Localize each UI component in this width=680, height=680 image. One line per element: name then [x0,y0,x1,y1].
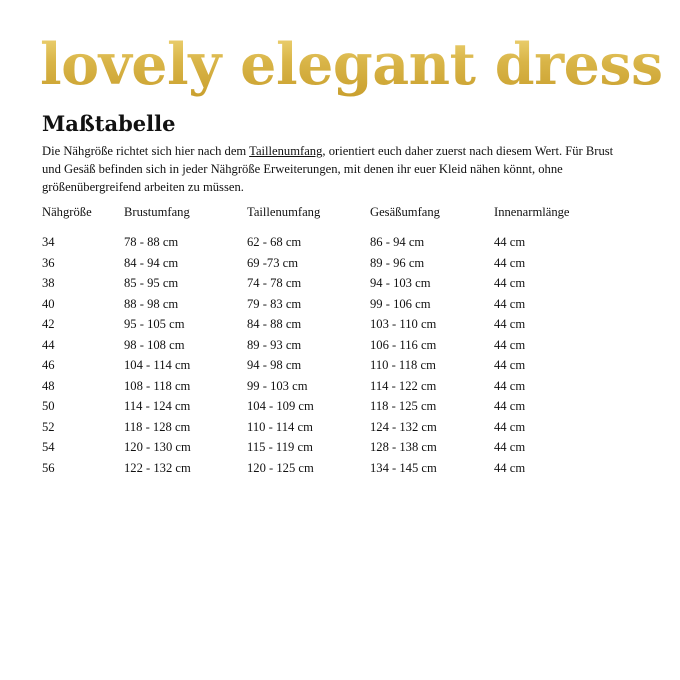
cell-size: 34 [42,235,55,249]
cell-waist: 115 - 119 cm [247,440,313,454]
cell-hip: 94 - 103 cm [370,276,431,290]
cell-hip: 114 - 122 cm [370,378,437,393]
cell-size: 38 [42,276,55,290]
cell-waist: 74 - 78 cm [247,276,302,290]
cell-chest: 88 - 98 cm [124,296,179,311]
cell-hip: 86 - 94 cm [370,235,425,249]
cell-chest: 118 - 128 cm [124,419,191,434]
cell-size: 50 [42,399,55,413]
cell-inner-arm: 44 cm [494,296,526,311]
table-row [42,399,642,420]
cell-inner-arm: 44 cm [494,399,526,413]
cell-hip: 89 - 96 cm [370,255,425,270]
table-row [42,420,642,441]
cell-waist: 120 - 125 cm [247,460,314,475]
table-row [42,276,642,297]
cell-hip: 134 - 145 cm [370,460,437,475]
cell-waist: 94 - 98 cm [247,358,302,372]
cell-hip: 118 - 125 cm [370,399,437,413]
cell-inner-arm: 44 cm [494,276,526,290]
cell-hip: 110 - 118 cm [370,358,436,372]
cell-size: 46 [42,358,55,372]
cell-chest: 95 - 105 cm [124,317,185,331]
cell-chest: 104 - 114 cm [124,358,191,372]
cell-chest: 78 - 88 cm [124,235,179,249]
table-row [42,379,642,400]
cell-waist: 79 - 83 cm [247,296,302,311]
cell-size: 54 [42,440,55,454]
table-row [42,461,642,482]
cell-chest: 98 - 108 cm [124,337,185,352]
cell-size: 40 [42,296,55,311]
table-row [42,231,642,256]
column-header-hip: Gesäßumfang [370,205,440,219]
cell-waist: 84 - 88 cm [247,317,302,331]
intro-paragraph [42,142,632,196]
cell-inner-arm: 44 cm [494,460,526,475]
cell-hip: 128 - 138 cm [370,440,437,454]
cell-waist: 110 - 114 cm [247,419,313,434]
section-heading: Maßtabelle [42,111,176,136]
intro-text-end: , orientiert euch daher zuerst nach diesem Wert. Für Brust und Gesäß befinden sich in jeder Nähgröße Erweiterungen, mit denen ihr euer Kleid nähen könnt, ohne größenübergreifend arbeiten zu müssen. [42,144,614,194]
cell-chest: 114 - 124 cm [124,399,191,413]
cell-inner-arm: 44 cm [494,419,526,434]
cell-inner-arm: 44 cm [494,235,526,249]
table-row [42,358,642,379]
cell-hip: 99 - 106 cm [370,296,431,311]
cell-inner-arm: 44 cm [494,255,526,270]
cell-inner-arm: 44 cm [494,337,526,352]
table-row [42,256,642,277]
cell-chest: 108 - 118 cm [124,378,191,393]
cell-hip: 106 - 116 cm [370,337,437,352]
cell-chest: 120 - 130 cm [124,440,191,454]
cell-waist: 89 - 93 cm [247,337,302,352]
intro-text-start: Die Nähgröße richtet sich hier nach dem [42,144,250,158]
cell-inner-arm: 44 cm [494,440,526,454]
cell-waist: 104 - 109 cm [247,399,314,413]
column-header-size: Nähgröße [42,205,92,219]
cell-inner-arm: 44 cm [494,358,526,372]
page-title: lovely elegant dress [40,31,663,98]
cell-waist: 99 - 103 cm [247,378,308,393]
cell-size: 44 [42,337,55,352]
table-row [42,338,642,359]
cell-size: 42 [42,317,55,331]
table-row [42,317,642,338]
cell-hip: 103 - 110 cm [370,317,437,331]
cell-chest: 85 - 95 cm [124,276,179,290]
table-row [42,297,642,318]
cell-chest: 84 - 94 cm [124,255,179,270]
cell-size: 52 [42,419,55,434]
cell-size: 48 [42,378,55,393]
cell-size: 56 [42,460,55,475]
cell-inner-arm: 44 cm [494,378,526,393]
table-row [42,440,642,461]
column-header-waist: Taillenumfang [247,205,321,219]
table-header-row [42,205,642,231]
cell-chest: 122 - 132 cm [124,460,191,475]
cell-size: 36 [42,255,55,270]
cell-waist: 69 -73 cm [247,255,299,270]
cell-hip: 124 - 132 cm [370,419,437,434]
cell-waist: 62 - 68 cm [247,235,302,249]
cell-inner-arm: 44 cm [494,317,526,331]
column-header-inner-arm: Innenarmlänge [494,205,570,219]
intro-emphasis-taillenumfang: Taillenumfang [249,144,323,158]
size-table [42,205,642,481]
table-body [42,231,642,481]
column-header-chest: Brustumfang [124,205,190,219]
